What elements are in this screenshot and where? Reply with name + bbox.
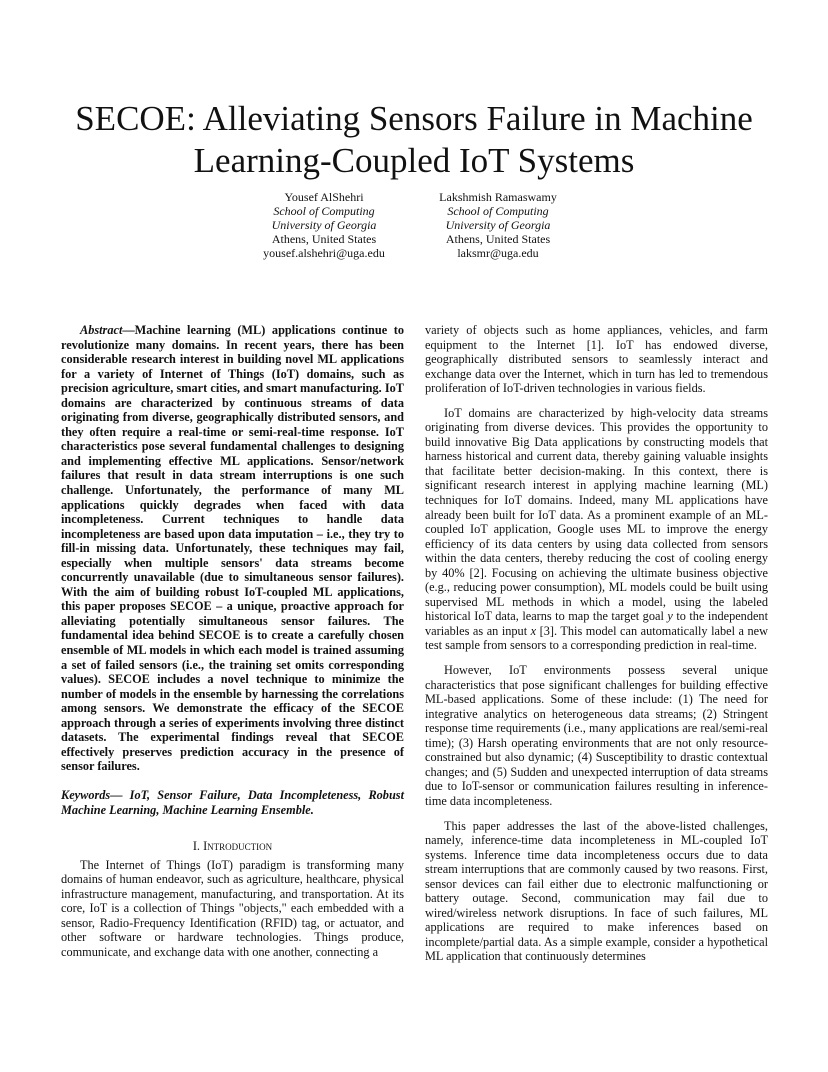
author-name: Yousef AlShehri <box>284 190 364 204</box>
author-block-1 <box>224 190 424 260</box>
section-heading <box>61 839 404 854</box>
author-location: Athens, United States <box>271 232 377 246</box>
author-university: University of Georgia <box>271 218 377 232</box>
intro-paragraph-3: However, IoT environments possess several unique characteristics that pose significant challenges for building effective ML-based applications. Some of these include: (1) The need for integrative analytics on heterogeneous data streams; (2) Stringent response time requirements (i.e., many applications are real/semi-real time); (3) Harsh operating environments that are not only resource-constrained but also dynamic; (4) Susceptibility to drastic contextual changes; and (5) Sudden and unexpected interruption of data streams due to IoT-sensor or communication failures resulting in inference-time data incompleteness. <box>425 663 768 808</box>
author-department: School of Computing <box>273 204 375 218</box>
abstract-text: —Machine learning (ML) applications continue to revolutionize many domains. In recent years, there has been considerable research interest in building novel ML applications for a variety of Internet of Things (IoT) domains, such as precision agriculture, smart cities, and smart manufacturing. IoT domains are characterized by continuous streams of data originating from diverse, geographically distributed sensors, and they often require a real-time or semi-real-time response. IoT characteristics pose several fundamental challenges to designing and implementing effective ML applications. Sensor/network failures that result in data stream interruptions is one such challenge. Unfortunately, the performance of many ML applications quickly degrades when faced with data incompleteness. Current techniques to handle data incompleteness are based upon data imputation – i.e., they try to fill-in missing data. Unfortunately, these techniques may fail, especially when multiple sensors' data streams become concurrently unavailable (due to simultaneous sensor failures). With the aim of building robust IoT-coupled ML applications, this paper proposes SECOE – a unique, proactive approach for alleviating potentially simultaneous sensor failures. The fundamental idea behind SECOE is to create a carefully chosen ensemble of ML models in which each model is trained assuming a set of failed sensors (i.e., the training set omits corresponding values). SECOE includes a novel technique to minimize the number of models in the ensemble by harnessing the correlations among sensors. We demonstrate the efficacy of the SECOE approach through a series of experiments involving three distinct datasets. The experimental findings reveal that SECOE effectively preserves prediction accuracy in the presence of sensor failures. <box>61 323 404 774</box>
abstract <box>61 323 404 774</box>
author-department: School of Computing <box>447 204 549 218</box>
author-email: laksmr@uga.edu <box>457 246 539 260</box>
intro-p2-part-c: [3]. This model can automatically label a new test sample from sensors to a corresponding prediction in real-time. <box>425 623 769 653</box>
intro-p2-part-b: to the independent variables as an input <box>425 609 768 638</box>
section-number: I. <box>192 839 200 854</box>
intro-p2-part-a: IoT domains are characterized by high-velocity data streams originating from diverse devices. This provides the opportunity to build innovative Big Data applications by constructing models that harness historical and current data, thereby gaining valuable insights that facilitate better decision-making. In this context, there is significant research interest in applying machine learning (ML) techniques for IoT domains. Indeed, many ML applications have already been built for IoT data. As a prominent example of an ML-coupled IoT application, Google uses ML to improve the energy efficiency of its data centers by using data collected from sensors within the data centers, thereby reducing the cost of cooling energy by 40% [2]. Focusing on achieving the ultimate business objective (e.g., reducing power consumption), ML models could be built using supervised ML methods in which a model, using the labeled historical IoT data, learns to map the target goal <box>425 405 768 624</box>
intro-paragraph-1: The Internet of Things (IoT) paradigm is transforming many domains of human endeavor, such as agriculture, healthcare, physical infrastructure management, manufacturing, and transportation. At its core, IoT is a collection of Things "objects," each embedded with a sensor, Radio-Frequency Identification (RFID) tag, or actuator, and other software or hardware technologies. Things produce, communicate, and exchange data with one another, connecting a <box>61 857 404 959</box>
keywords: Keywords— IoT, Sensor Failure, Data Incompleteness, Robust Machine Learning, Machine Learning Ensemble. <box>61 787 404 817</box>
author-university: University of Georgia <box>445 218 551 232</box>
right-column <box>425 323 768 964</box>
section-title: Introduction <box>203 839 273 854</box>
intro-paragraph-1-continued: variety of objects such as home appliances, vehicles, and farm equipment to the Internet [1]. IoT has endowed diverse, geographically distributed sensors to seamlessly interact and exchange data over the Internet, which in turn has led to tremendous proliferation of IoT-driven technologies in various fields. <box>425 323 768 396</box>
intro-paragraph-4: This paper addresses the last of the above-listed challenges, namely, inference-time data incompleteness in ML-coupled IoT systems. Inference time data incompleteness occurs due to data stream interruptions that are commonly caused by two reasons. First, sensor devices can fail either due to electronic malfunctioning or battery outage. Second, communication may fail due to wired/wireless network disruptions. In face of such failures, ML applications are required to make inferences based on incomplete/partial data. As a simple example, consider a hypothetical ML application that continuously determines <box>425 818 768 964</box>
paper-title: SECOE: Alleviating Sensors Failure in Machine Learning-Coupled IoT Systems <box>75 99 753 180</box>
left-column <box>61 323 404 959</box>
author-location: Athens, United States <box>445 232 551 246</box>
author-email: yousef.alshehri@uga.edu <box>263 246 385 260</box>
variable-x: x <box>530 623 537 638</box>
intro-paragraph-2 <box>425 406 768 653</box>
author-name: Lakshmish Ramaswamy <box>439 190 557 204</box>
author-block-2 <box>398 190 598 260</box>
variable-y: y <box>667 609 673 624</box>
abstract-lead: Abstract <box>80 323 123 337</box>
